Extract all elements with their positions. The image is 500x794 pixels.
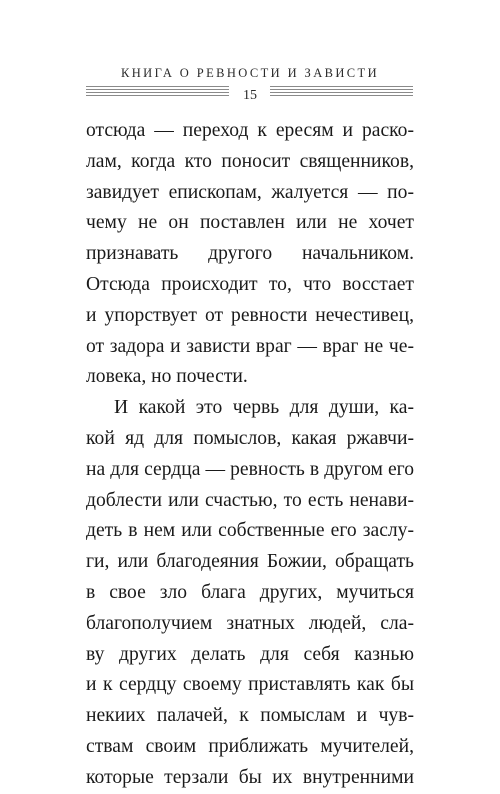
text-line: отсюда — переход к ересям и раско- <box>86 120 414 141</box>
text-line: от задора и зависти враг — враг не че- <box>86 335 414 357</box>
page-number: 15 <box>243 88 257 103</box>
text-line: признавать другого начальником. <box>86 243 414 265</box>
text-line: Отсюда происходит то, что восстает <box>86 273 414 295</box>
text-line: кой яд для помыслов, какая ржавчи- <box>86 427 414 449</box>
running-head: КНИГА О РЕВНОСТИ И ЗАВИСТИ <box>120 66 380 80</box>
text-line: которые терзали бы их внутренними <box>86 766 414 788</box>
text-line: доблести или счастью, то есть ненави- <box>86 489 414 511</box>
text-line: ги, или благодеяния Божии, обращать <box>86 551 414 573</box>
text-line: лам, когда кто поносит священников, <box>86 150 414 172</box>
text-line: ву других делать для себя казнью <box>86 643 414 665</box>
text-line: некиих палачей, к помыслам и чув- <box>86 705 414 727</box>
text-line: и упорствует от ревности нечестивец, <box>86 304 414 326</box>
text-line: и к сердцу своему приставлять как бы <box>86 674 414 696</box>
body-text <box>86 116 414 794</box>
text-line: завидует епископам, жалуется — по- <box>86 181 414 203</box>
text-line: деть в нем или собственные его заслу- <box>86 520 414 542</box>
text-line: ствам своим приближать мучителей, <box>86 735 414 757</box>
text-line: благополучием знатных людей, сла- <box>86 612 414 634</box>
text-line: на для сердца — ревность в другом его <box>86 458 414 480</box>
text-line: ловека, но почести. <box>86 366 248 388</box>
text-line: чему не он поставлен или не хочет <box>86 212 414 234</box>
text-line: И какой это червь для души, ка- <box>114 397 414 419</box>
text-line: в свое зло блага других, мучиться <box>86 581 414 603</box>
